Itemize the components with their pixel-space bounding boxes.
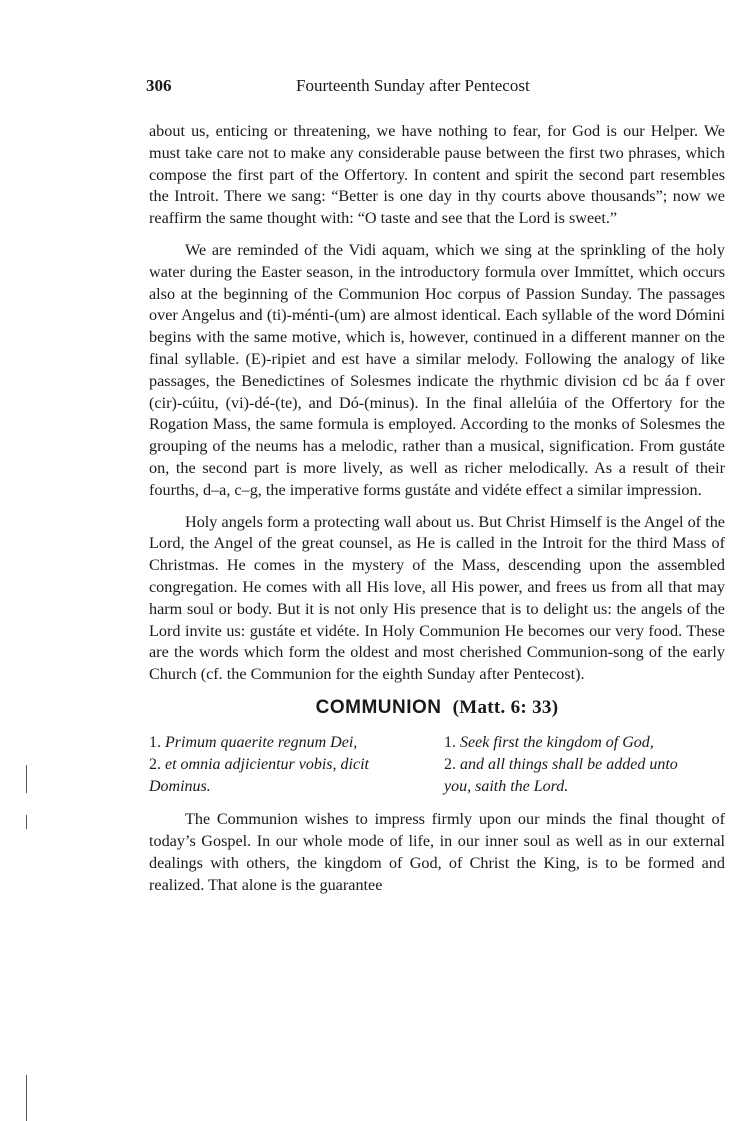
english-text: Seek first the kingdom of God, (460, 733, 654, 751)
latin-column (149, 732, 430, 797)
english-column (444, 732, 725, 797)
communion-title: COMMUNION (315, 696, 442, 718)
verse-number: 2. (444, 755, 456, 773)
running-title: Fourteenth Sunday after Pentecost (296, 76, 530, 95)
paragraph-3: Holy angels form a protecting wall about us. But Christ Himself is the Angel of the Lord, the Angel of the great counsel, as He is called in the Introit for the third Mass of Christmas. He comes in the mystery of the Mass, descending upon the assembled congregation. He comes with all His love, all His power, and frees us from all that may harm soul or body. But it is not only His presence that is to delight us: the angels of the Lord invite us: gustáte et vidéte. In Holy Communion He becomes our very food. These are the words which form the oldest and most cherished Communion-song of the early Church (cf. the Communion for the eighth Sunday after Pentecost). (149, 512, 725, 684)
english-line-3 (444, 776, 725, 798)
english-text: and all things shall be added unto (460, 755, 678, 773)
page-number: 306 (146, 76, 172, 95)
verse-number: 2. (149, 755, 161, 773)
communion-reference: (Matt. 6: 33) (452, 696, 559, 718)
english-text: you, saith the Lord. (444, 777, 569, 795)
latin-text: et omnia adjicientur vobis, dicit (165, 755, 369, 773)
verse-number: 1. (149, 733, 161, 751)
latin-text: Primum quaerite regnum Dei, (165, 733, 358, 751)
closing-paragraph: The Communion wishes to impress firmly upon our minds the final thought of today’s Gospel. In our whole mode of life, in our inner soul as well as in our external dealings with others, the kingdom of God, of Christ the King, is to be formed and realized. That alone is the guarantee (149, 810, 725, 894)
latin-line-3 (149, 776, 430, 798)
paragraph-1: about us, enticing or threatening, we have nothing to fear, for God is our Helper. We must take care not to make any considerable pause between the first two phrases, which compose the first part of the Offertory. In content and spirit the second part resembles the Introit. There we sang: “Better is one day in thy courts above thousands”; now we reaffirm the same thought with: “O taste and see that the Lord is sweet.” (149, 122, 725, 228)
paragraph-2: We are reminded of the Vidi aquam, which we sing at the sprinkling of the holy water during the Easter season, in the introductory formula over Immíttet, which occurs also at the beginning of the Communion Hoc corpus of Passion Sunday. The passages over Angelus and (ti)-ménti-(um) are almost identical. Each syllable of the word Dómini begins with the same motive, which is, however, continued in a different manner on the final syllable. (E)-ripiet and est have a similar melody. Following the analogy of like passages, the Benedictines of Solesmes indicate the rhythmic division cd bc áa f over (cir)-cúitu, (vi)-dé-(te), and Dó-(minus). In the final allelúia of the Offertory for the Rogation Mass, the same formula is employed. According to the monks of Solesmes the grouping of the neums has a melodic, rather than a musical, signification. From gustáte on, the second part is more lively, as well as richer melodically. As a result of their fourths, d–a, c–g, the imperative forms gustáte and vidéte effect a similar impression. (149, 240, 725, 499)
english-line-1 (444, 732, 725, 754)
latin-line-1 (149, 732, 430, 754)
communion-heading (149, 696, 725, 720)
scan-margin-mark (26, 1075, 27, 1121)
latin-line-2 (149, 754, 430, 776)
scan-margin-mark (26, 765, 27, 793)
communion-verses (149, 732, 725, 797)
scan-margin-mark (26, 815, 27, 829)
page-body (149, 121, 725, 907)
verse-number: 1. (444, 733, 456, 751)
latin-text: Dominus. (149, 777, 211, 795)
english-line-2 (444, 754, 725, 776)
